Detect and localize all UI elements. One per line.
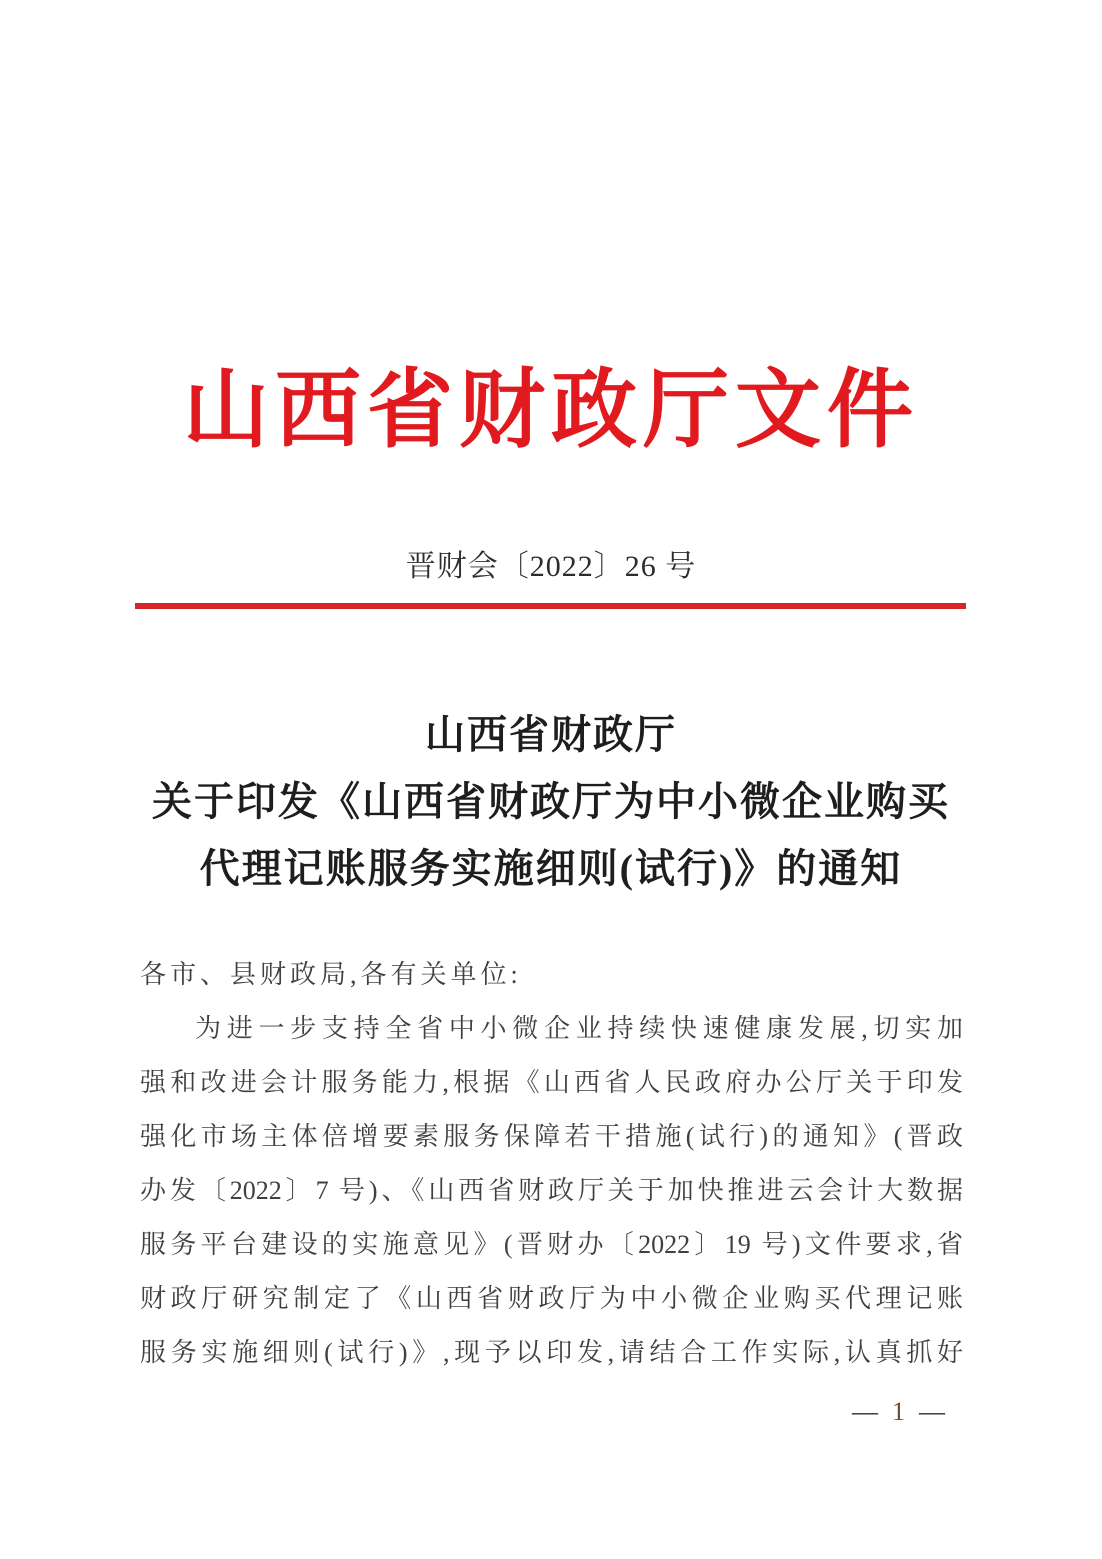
page-number-dash-right: — — [919, 1397, 947, 1426]
document-number: 晋财会〔2022〕26 号 — [405, 550, 697, 583]
notice-title — [0, 701, 1102, 902]
page-number — [852, 1396, 947, 1428]
page-number-value: 1 — [892, 1397, 907, 1426]
salutation-line: 各市、县财政局,各有关单位: — [140, 960, 522, 989]
title-line-1: 山西省财政厅 — [425, 712, 677, 757]
title-line-3: 代理记账服务实施细则(试行)》的通知 — [199, 846, 903, 891]
red-divider-line — [135, 603, 966, 609]
paragraph-line: 财政厅研究制定了《山西省财政厅为中小微企业购买代理记账 — [140, 1284, 963, 1313]
paragraph-line: 服务实施细则(试行)》,现予以印发,请结合工作实际,认真抓好 — [140, 1338, 963, 1367]
paragraph-line: 服务平台建设的实施意见》(晋财办〔2022〕19 号)文件要求,省 — [140, 1230, 963, 1259]
paragraph-line: 为进一步支持全省中小微企业持续快速健康发展,切实加 — [195, 1014, 963, 1043]
title-line-2: 关于印发《山西省财政厅为中小微企业购买 — [152, 779, 950, 824]
body-text — [140, 948, 963, 1380]
paragraph-line: 强和改进会计服务能力,根据《山西省人民政府办公厅关于印发 — [140, 1068, 963, 1097]
page-number-dash-left: — — [852, 1397, 880, 1426]
paragraph-line: 强化市场主体倍增要素服务保障若干措施(试行)的通知》(晋政 — [140, 1122, 963, 1151]
paragraph-line: 办发〔2022〕7 号)、《山西省财政厅关于加快推进云会计大数据 — [140, 1176, 963, 1205]
agency-banner-title: 山西省财政厅文件 — [183, 362, 919, 458]
